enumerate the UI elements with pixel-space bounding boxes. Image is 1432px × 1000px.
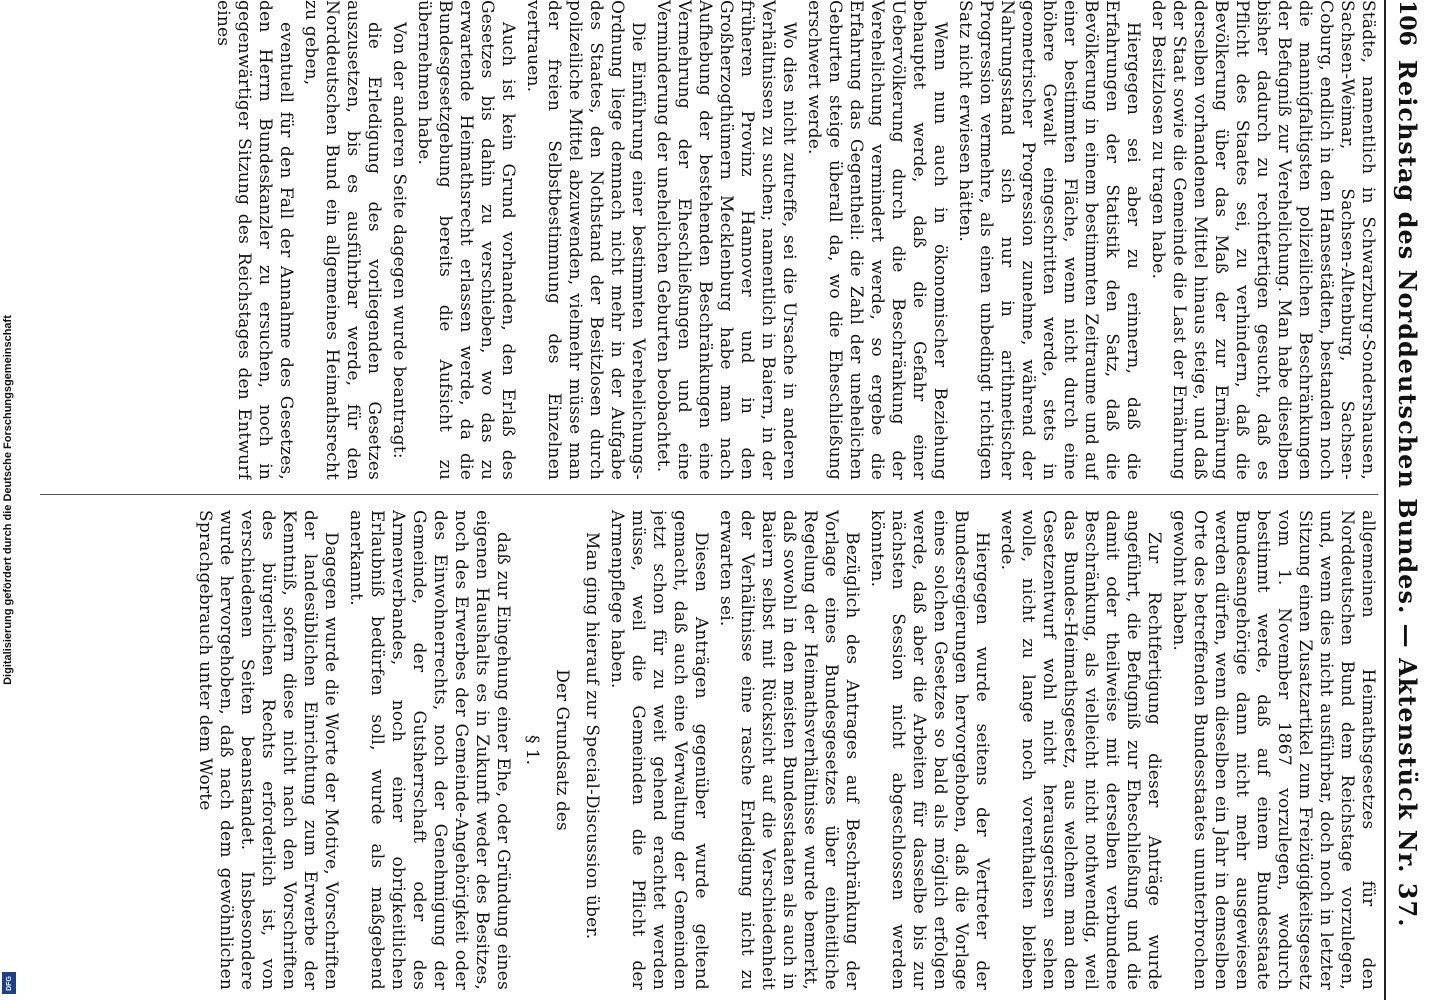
rotated-page-content: [30, 0, 1430, 1000]
paragraph: Auch ist kein Grund vorhanden, den Erlaß des Gesetzes bis dahin zu verschieben, wo das zu erwartende Heimathsrecht erlassen werde, da die Bundesgesetzgebung bereits die Aufsicht zu übernehmen habe.: [414, 0, 518, 480]
paragraph: Städte, namentlich in Schwarzburg-Sondershausen, Sachsen-Weimar, Sachsen-Altenburg, Sachsen-Coburg, endlich in den Hansestädten, bestanden noch die mannigfaltigsten polizeilichen Beschränkungen der Befugniß zur Verehelichung. Man habe dieselben bisher dadurch zu rechtfertigen gesucht, daß es Pflicht des Staates sei, zu verhindern, daß die Bevölkerung über das Maß der zur Ernährung derselben vorhandenen Mittel hinaus steige, und daß der Staat sowie die Gemeinde die Last der Ernährung der Besitzlosen zu tragen habe.: [1148, 0, 1378, 480]
paragraph: Wo dies nicht zutreffe, sei die Ursache in anderen Verhältnissen zu suchen; namentlich in Baiern, in der früheren Provinz Hannover und in den Großherzogthümern Mecklenburg habe man nach Aufhebung der bestehenden Beschränkungen eine Vermehrung der Eheschließungen und eine Verminderung der unehelichen Geburten beobachtet.: [653, 0, 799, 480]
section-heading: § 1.: [522, 734, 542, 766]
paragraph: die Erledigung des vorliegenden Gesetzes auszusetzen, bis es ausführbar werde, für den Norddeutschen Bund ein allgemeines Heimathsrecht zu geben,: [301, 0, 384, 480]
paragraph: Dagegen wurde die Worte der Motive, Vorschriften der landesüblichen Einrichtung zum Erwerbe der Kenntniß, sofern diese nicht nach den Vorschriften des bürgerlichen Rechts erforderlich ist, von verschiedenen Seiten beanstandet. Insbesondere wurde hervorgehoben, daß nach dem gewöhnlichen Sprachgebrauch unter dem Worte: [195, 510, 341, 990]
paragraph: Hiergegen sei aber zu erinnern, daß die Erfahrungen der Statistik den Satz, daß die Bevölkerung in einem bestimmten Zeitraume und auf einer bestimmten Fläche, wenn nicht durch eine höhere Gewalt eingeschritten werde, stets in geometrischer Progression zunehme, während der Nahrungsstand sich nur in arithmetischer Progression vermehre, als einen unbedingt richtigen Satz nicht erwiesen hätten.: [955, 0, 1143, 480]
right-column: [40, 510, 1378, 990]
side-strip: [0, 0, 18, 1000]
paragraph: Wenn nun auch in ökonomischer Beziehung behauptet werde, daß die Gefahr einer Uebervölkerung durch die Beschränkung der Verehelichung vermindert werde, so ergebe die Erfahrung das Gegentheil: die Zahl der unehelichen Geburten steige überall da, wo die Eheschließung erschwert werde.: [804, 0, 950, 480]
paragraph: Von der anderen Seite dagegen wurde beantragt:: [389, 22, 409, 459]
paragraph: eventuell für den Fall der Annahme des Gesetzes, den Herrn Bundeskanzler zu ersuchen, noch in gegenwärtiger Sitzung des Reichstages den Entwurf eines: [213, 0, 296, 480]
page-number: 106: [1394, 0, 1420, 46]
column-divider: [40, 494, 1378, 495]
header-rule: [1384, 0, 1386, 1000]
running-title: Reichstag des Norddeutschen Bundes. — Aktenstück Nr. 37.: [1393, 60, 1422, 928]
scanned-page: [30, 0, 1430, 1000]
paragraph: Zur Rechtfertigung dieser Anträge wurde angeführt, die Befugniß zur Eheschließung und die damit oder theilweise mit derselben verbundene Beschränkung, als vielleicht nicht nothwendig, weil das Bundes-Heimathsgesetz, aus welchem man den Gesetzentwurf wohl nicht herausgerissen sehen wolle, nicht zu lange noch vorenthalten bleiben werde.: [997, 510, 1164, 990]
paragraph: Man ging hierauf zur Special-Discussion über.: [582, 532, 602, 940]
paragraph: Hiergegen wurde seitens der Vertreter der Bundesregierungen hervorgehoben, daß die Vorlage eines solchen Gesetzes so bald als möglich erfolgen werde, daß aber die Arbeiten für dasselbe bis zur nächsten Session nicht abgeschlossen werden könnten.: [867, 510, 992, 990]
dfg-logo-icon: DFG: [2, 972, 16, 994]
page-header: [1382, 0, 1430, 1000]
funding-notice: Digitalisierung gefördert durch die Deutsche Forschungsgemeinschaft: [2, 315, 14, 685]
paragraph: allgemeinen Heimathsgesetzes für den Norddeutschen Bund dem Reichstage vorzulegen, und, wenn dies nicht ausführbar, doch noch in letzter Sitzung einen Zusatzartikel zum Freizügigkeitsgesetz vom 1. November 1867 vorzulegen, wodurch bestimmt werde, daß auf einem Bundesstaate Bundesangehörige dann nicht mehr ausgewiesen werden dürfen, wenn dieselben ein Jahr in demselben Orte des betreffenden Bundesstaates ununterbrochen gewohnt haben.: [1169, 510, 1378, 990]
paragraph: Bezüglich des Antrages auf Beschränkung der Vorlage eines Bundesgesetzes über einheitliche Regelung der Heimathsverhältnisse wurde bemerkt, daß sowohl in den meisten Bundesstaaten als auch in Baiern selbst mit Rücksicht auf die Verschiedenheit der Verhältnisse eine rasche Erledigung nicht zu erwarten sei.: [716, 510, 862, 990]
section-intro: Der Grundsatz des: [552, 669, 572, 831]
left-column: [40, 0, 1378, 480]
paragraph: Die Einführung einer bestimmten Verehelichungs-Ordnung liege demnach nicht mehr in der Aufgabe des Staates, den Nothstand der Besitzlosen durch polizeiliche Mittel abzuwenden, vielmehr müsse man der freien Selbstbestimmung des Einzelnen vertrauen.: [523, 0, 648, 480]
paragraph: Diesen Anträgen gegenüber wurde geltend gemacht, daß auch eine Verwaltung der Gemeinden jetzt schon für zu weit gehend erachtet werden müsse, weil die Gemeinden die Pflicht der Armenpflege haben.: [607, 510, 711, 990]
paragraph: daß zur Eingehung einer Ehe, oder Gründung eines eigenen Haushalts es in Zukunft weder des Besitzes, noch des Erwerbes der Gemeinde-Angehörigkeit oder des Einwohnerrechts, noch der Genehmigung der Gemeinde, der Gutsherrschaft oder des Armenverbandes, noch einer obrigkeitlichen Erlaubniß bedürfen soll, wurde als maßgebend anerkannt.: [346, 510, 513, 990]
